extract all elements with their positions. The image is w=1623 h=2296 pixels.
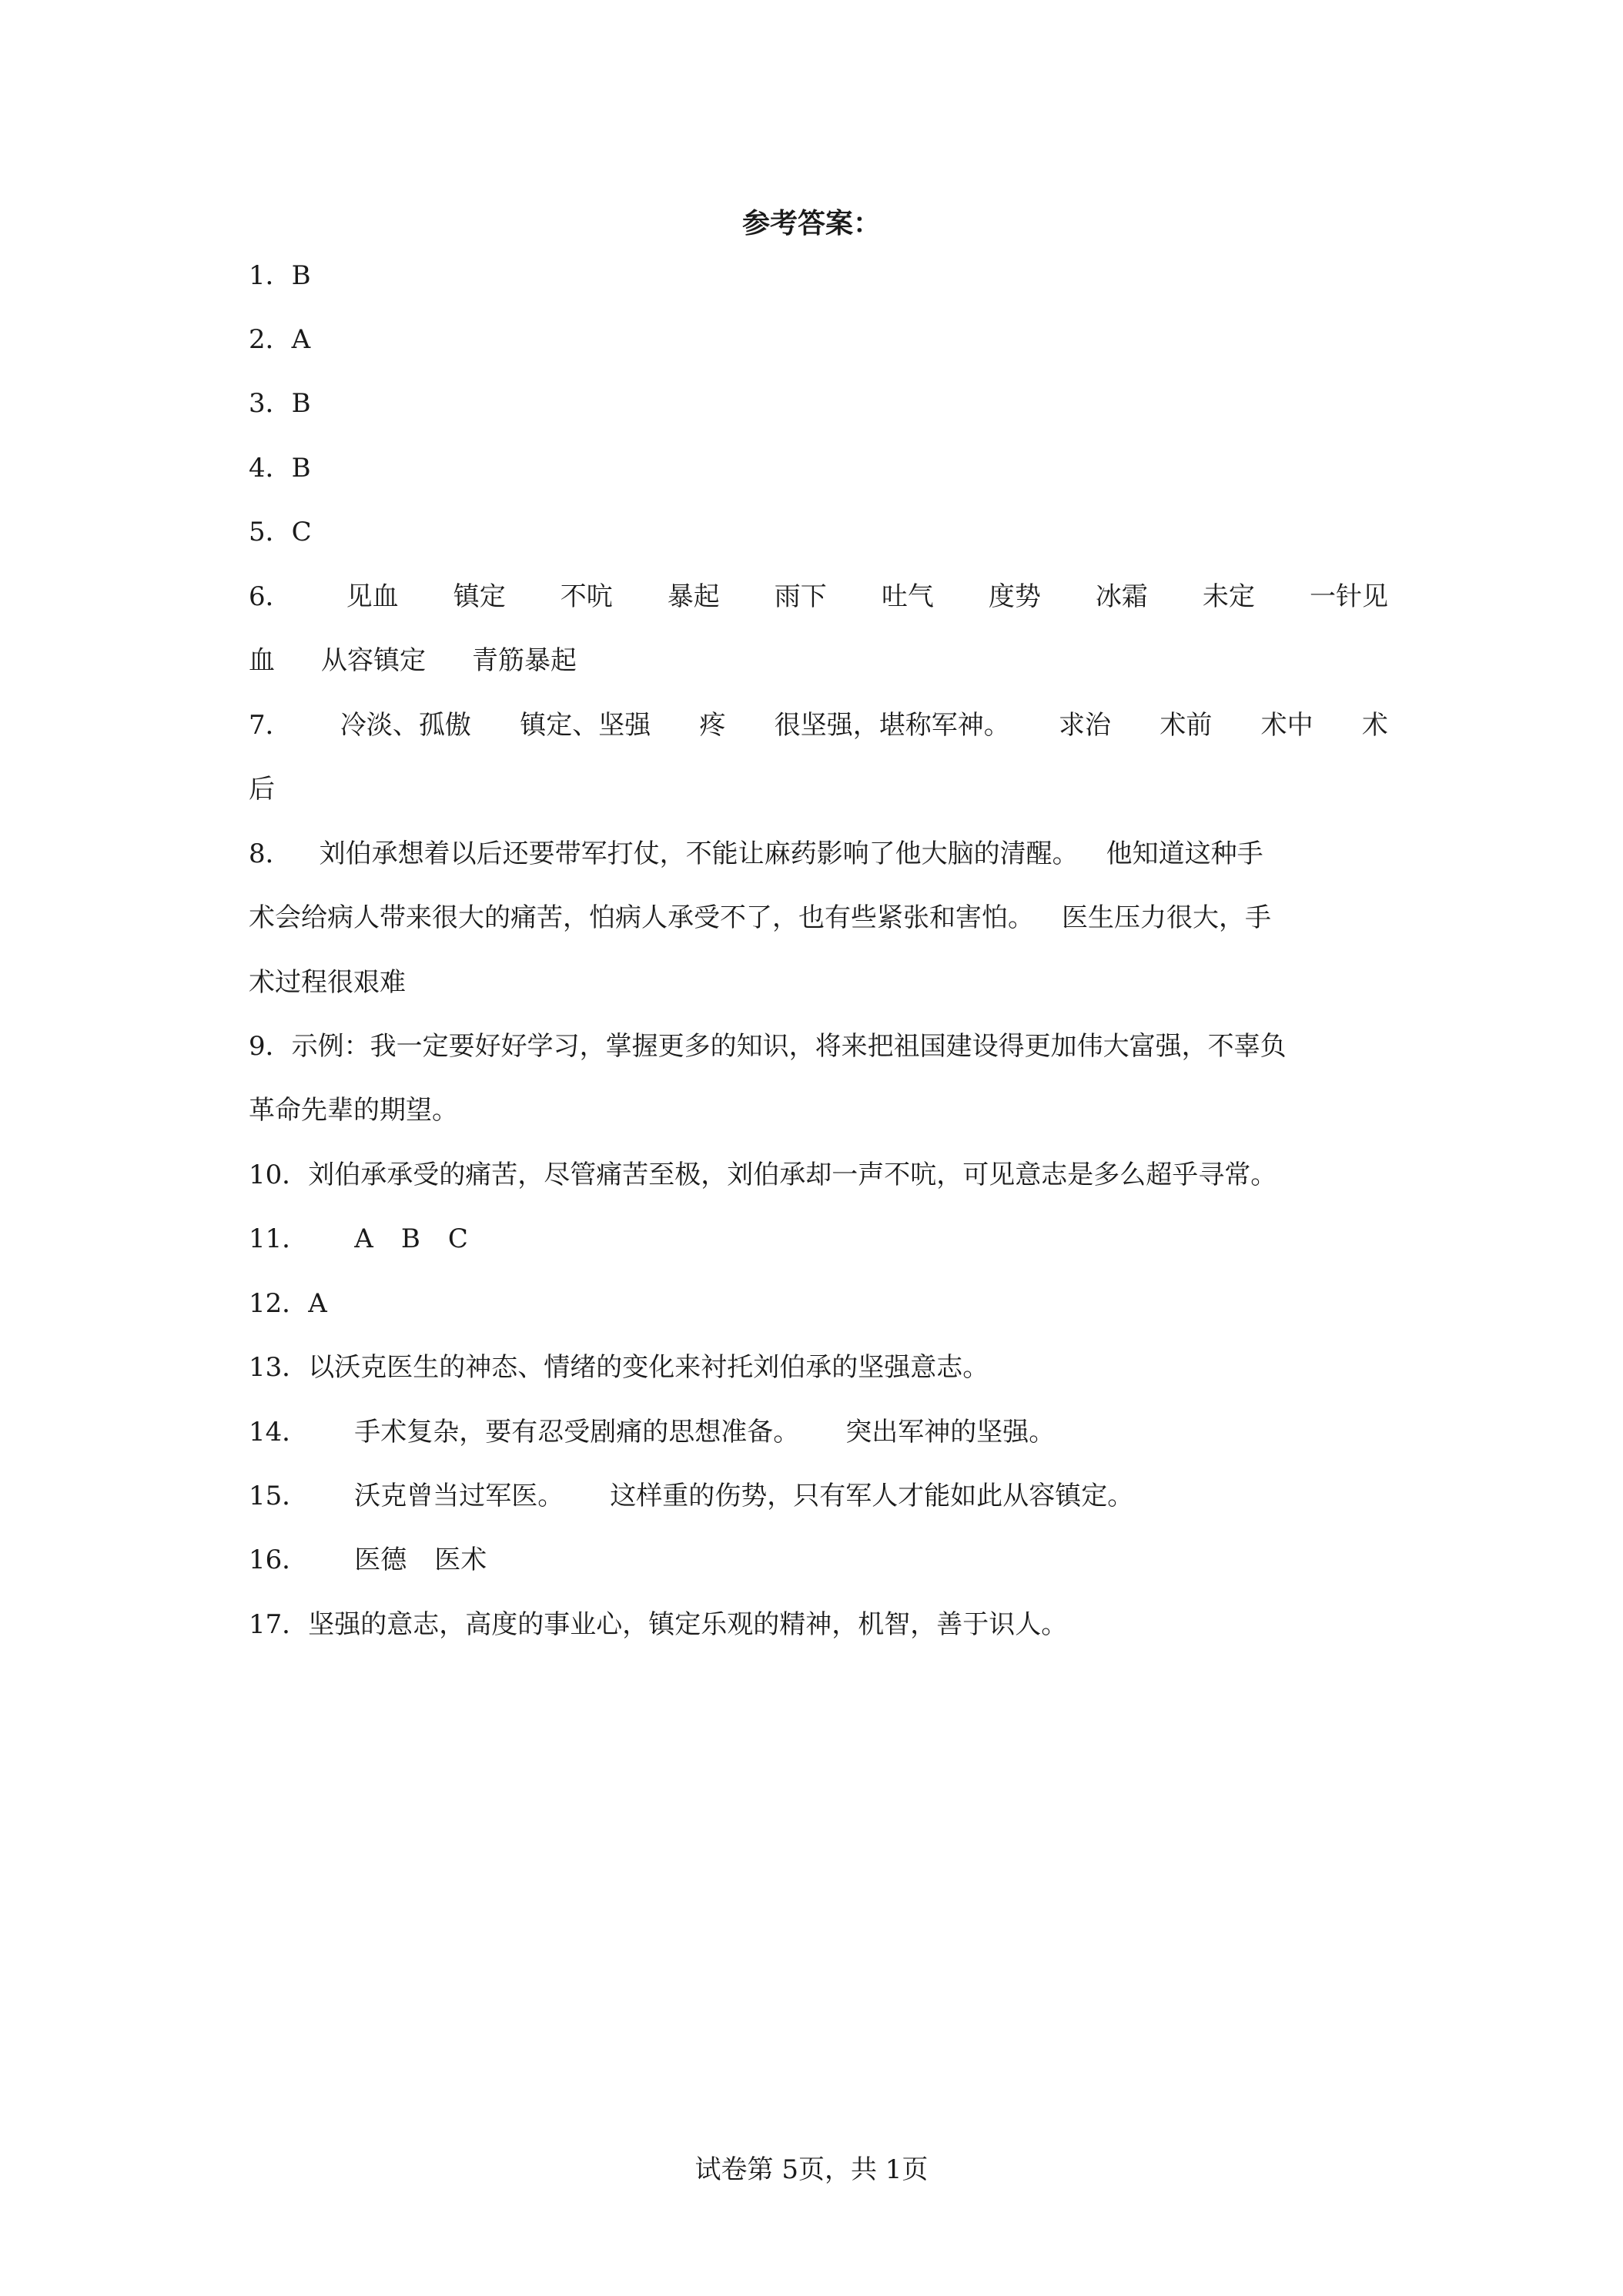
answer-item: 很坚强，堪称军神。: [774, 710, 1010, 741]
page-title: 参考答案：: [741, 207, 881, 239]
answer-12: 12．A: [249, 1288, 327, 1319]
answer-item: 不吭: [560, 581, 613, 612]
answer-number: 6．: [249, 581, 292, 612]
answer-item: 医德: [354, 1545, 407, 1575]
answer-item: 见血: [346, 581, 399, 612]
answer-item: 镇定、坚强: [520, 710, 651, 741]
answer-text: 他知道这种手: [1106, 838, 1263, 869]
answer-7-continued: 后: [249, 774, 275, 805]
answer-6: [249, 581, 1388, 612]
answer-3: 3．B: [249, 388, 311, 419]
answer-item: 术前: [1160, 710, 1213, 741]
answer-9-line-2: 革命先辈的期望。: [249, 1095, 458, 1126]
answer-number: 16．: [249, 1545, 309, 1575]
answer-text: 刘伯承想着以后还要带军打仗，不能让麻药影响了他大脑的清醒。: [319, 838, 1079, 869]
answer-text: 沃克曾当过军医。: [354, 1481, 564, 1511]
answer-4: 4．B: [249, 453, 311, 484]
answer-1: 1．B: [249, 260, 311, 291]
answer-text: 这样重的伤势，只有军人才能如此从容镇定。: [610, 1481, 1134, 1511]
answer-item: 未定: [1202, 581, 1255, 612]
answer-14: [249, 1417, 1388, 1448]
answer-16: [249, 1545, 1388, 1575]
answer-8-line-2: [249, 902, 1388, 933]
answer-item: 度势: [988, 581, 1041, 612]
answer-item: 术中: [1260, 710, 1313, 741]
answer-2: 2．A: [249, 324, 311, 355]
answer-item: 雨下: [774, 581, 827, 612]
answer-5: 5．C: [249, 517, 312, 547]
answer-7: [249, 710, 1388, 741]
answer-item: A: [354, 1223, 373, 1254]
answer-17: 17．坚强的意志，高度的事业心，镇定乐观的精神，机智，善于识人。: [249, 1609, 1068, 1640]
answer-item: 术: [1361, 710, 1388, 741]
answer-item: C: [447, 1223, 468, 1254]
answer-text: 术会给病人带来很大的痛苦，怕病人承受不了，也有些紧张和害怕。: [249, 902, 1034, 933]
answer-item: 疼: [699, 710, 726, 741]
answer-item: 镇定: [453, 581, 506, 612]
answer-item: 求治: [1059, 710, 1112, 741]
answer-item: 从容镇定: [321, 645, 426, 676]
answer-11: [249, 1223, 1388, 1254]
answer-item: 暴起: [667, 581, 720, 612]
answer-item: 冰霜: [1095, 581, 1148, 612]
answer-15: [249, 1481, 1388, 1511]
answer-8: [249, 838, 1388, 869]
answer-13: 13．以沃克医生的神态、情绪的变化来衬托刘伯承的坚强意志。: [249, 1352, 989, 1383]
answer-number: 8．: [249, 838, 292, 869]
answer-item: 血: [249, 645, 275, 676]
answer-item: 冷淡、孤傲: [340, 710, 471, 741]
answer-number: 14．: [249, 1417, 309, 1448]
page-footer: 试卷第 5页，共 1页: [694, 2154, 929, 2185]
answer-6-continued: [249, 645, 1388, 676]
answer-number: 11．: [249, 1223, 309, 1254]
answer-10: 10．刘伯承承受的痛苦，尽管痛苦至极，刘伯承却一声不吭，可见意志是多么超乎寻常。: [249, 1160, 1277, 1190]
answer-item: 一针见: [1309, 581, 1388, 612]
answer-8-line-3: 术过程很艰难: [249, 967, 406, 998]
answer-9: 9．示例：我一定要好好学习，掌握更多的知识，将来把祖国建设得更加伟大富强，不辜负: [249, 1031, 1287, 1062]
answer-number: 15．: [249, 1481, 309, 1511]
answer-item: 医术: [434, 1545, 487, 1575]
answer-text: 医生压力很大，手: [1062, 902, 1271, 933]
answer-text: 手术复杂，要有忍受剧痛的思想准备。: [354, 1417, 800, 1448]
answer-number: 7．: [249, 710, 292, 741]
answer-item: 吐气: [881, 581, 934, 612]
answer-item: 青筋暴起: [472, 645, 577, 676]
answer-text: 突出军神的坚强。: [845, 1417, 1056, 1448]
answer-item: B: [400, 1223, 420, 1254]
